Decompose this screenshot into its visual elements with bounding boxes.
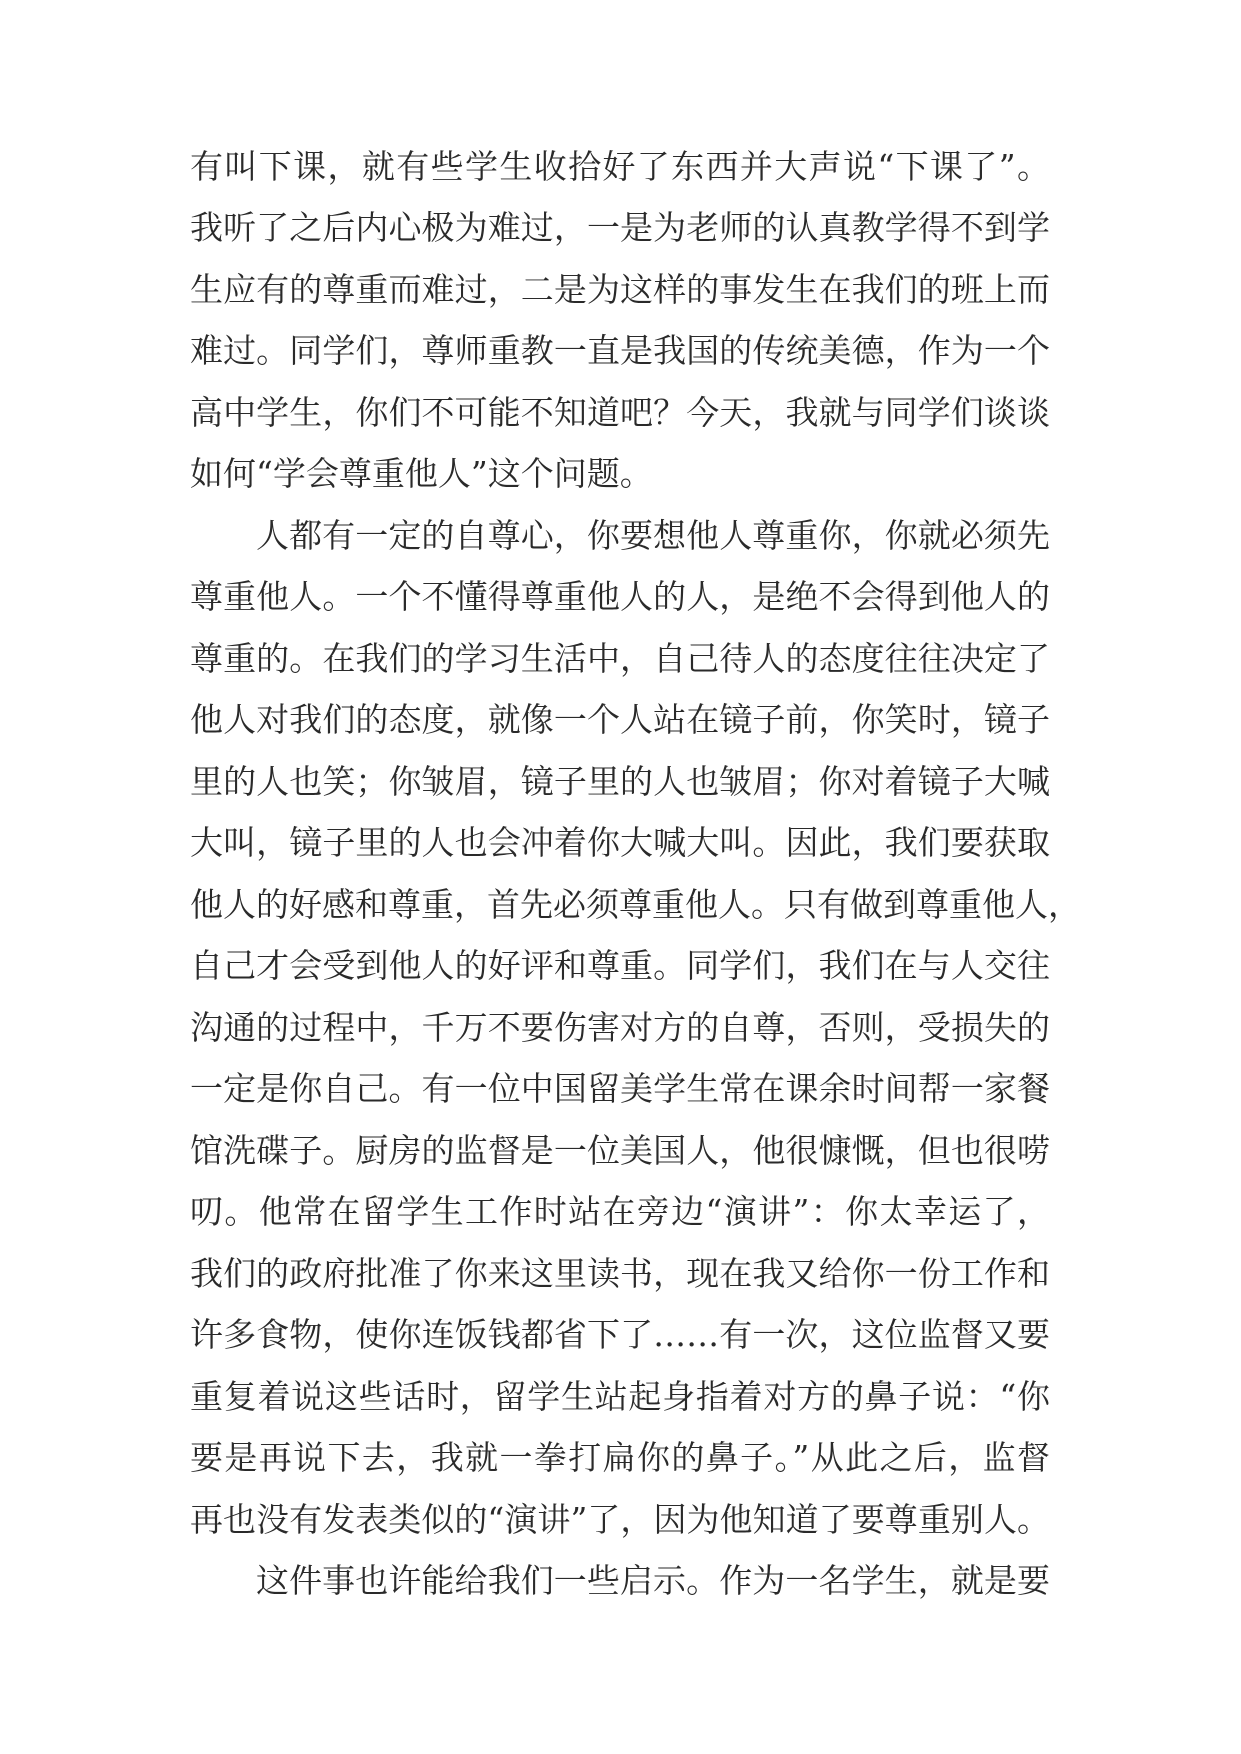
- text-line-3: 生应有的尊重而难过，二是为这样的事发生在我们的班上而: [190, 270, 1050, 309]
- text-line-10: 他人对我们的态度，就像一个人站在镜子前，你笑时，镜子: [190, 700, 1050, 739]
- text-line-6: 如何“学会尊重他人”这个问题。: [190, 454, 653, 493]
- text-line-20: 许多食物，使你连饭钱都省下了……有一次，这位监督又要: [190, 1315, 1050, 1354]
- text-line-4: 难过。同学们，尊师重教一直是我国的传统美德，作为一个: [190, 331, 1050, 370]
- text-line-21: 重复着说这些话时，留学生站起身指着对方的鼻子说：“你: [190, 1377, 1050, 1416]
- text-line-18: 叨。他常在留学生工作时站在旁边“演讲”：你太幸运了，: [190, 1192, 1050, 1231]
- text-line-8: 尊重他人。一个不懂得尊重他人的人，是绝不会得到他人的: [190, 577, 1050, 616]
- text-line-7: 人都有一定的自尊心，你要想他人尊重你，你就必须先: [256, 516, 1050, 555]
- text-line-9: 尊重的。在我们的学习生活中，自己待人的态度往往决定了: [190, 639, 1050, 678]
- text-line-22: 要是再说下去，我就一拳打扁你的鼻子。”从此之后，监督: [190, 1438, 1050, 1477]
- text-line-17: 馆洗碟子。厨房的监督是一位美国人，他很慷慨，但也很唠: [190, 1131, 1050, 1170]
- text-line-2: 我听了之后内心极为难过，一是为老师的认真教学得不到学: [190, 208, 1050, 247]
- text-line-15: 沟通的过程中，千万不要伤害对方的自尊，否则，受损失的: [190, 1008, 1050, 1047]
- text-line-23: 再也没有发表类似的“演讲”了，因为他知道了要尊重别人。: [190, 1500, 1050, 1539]
- text-line-5: 高中学生，你们不可能不知道吧？今天，我就与同学们谈谈: [190, 393, 1050, 432]
- text-line-24: 这件事也许能给我们一些启示。作为一名学生，就是要: [256, 1561, 1050, 1600]
- text-line-19: 我们的政府批准了你来这里读书，现在我又给你一份工作和: [190, 1254, 1050, 1293]
- text-line-1: 有叫下课，就有些学生收拾好了东西并大声说“下课了”。: [190, 147, 1050, 186]
- text-line-13: 他人的好感和尊重，首先必须尊重他人。只有做到尊重他人，: [190, 885, 1081, 924]
- text-line-12: 大叫，镜子里的人也会冲着你大喊大叫。因此，我们要获取: [190, 823, 1050, 862]
- text-line-14: 自己才会受到他人的好评和尊重。同学们，我们在与人交往: [190, 946, 1050, 985]
- text-line-16: 一定是你自己。有一位中国留美学生常在课余时间帮一家餐: [190, 1069, 1050, 1108]
- text-line-11: 里的人也笑；你皱眉，镜子里的人也皱眉；你对着镜子大喊: [190, 762, 1050, 801]
